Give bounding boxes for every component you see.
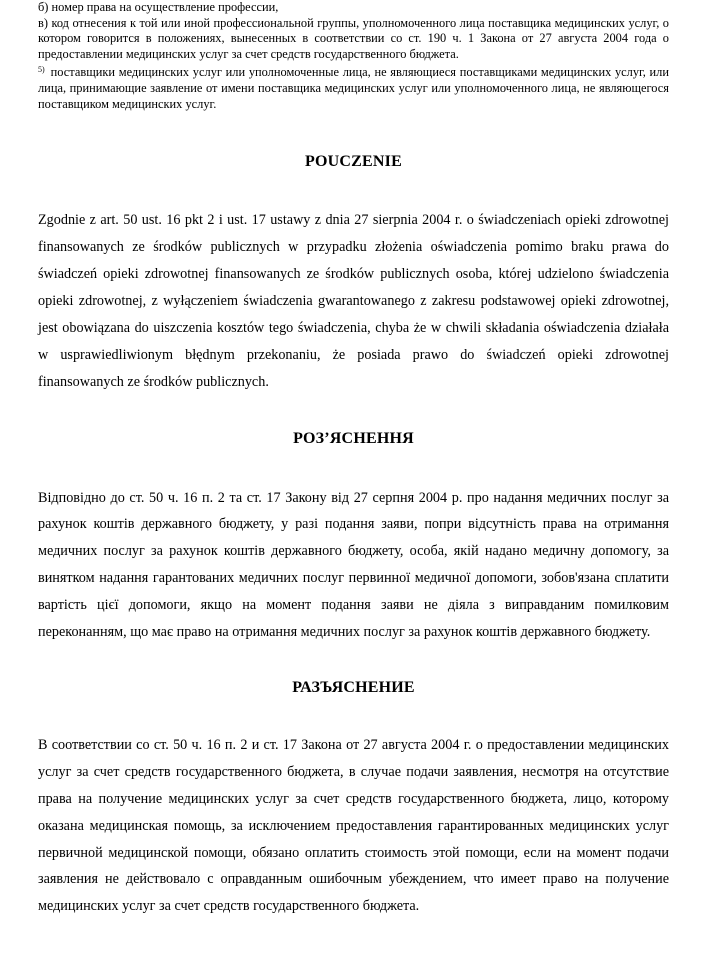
ukrainian-heading: РОЗ’ЯСНЕННЯ — [293, 429, 414, 447]
footnote-5-marker: 5) — [38, 65, 45, 75]
ukrainian-paragraph: Відповідно до ст. 50 ч. 16 п. 2 та ст. 17 Закону від 27 серпня 2004 р. про надання медичних послуг за рахунок коштів державного бюджету, у разі подання заяви, попри відсутність права на отримання медичних послуг за рахунок коштів державного бюджету, особа, якій надано медичну допомогу, за винятком надання гарантованих медичних послуг первинної медичної допомоги, зобов'язана сплатити вартість цієї допомоги, якщо на момент подання заяви не діяла з виправданим помилковим переконанням, що має право на отримання медичних послуг за рахунок коштів державного бюджету. — [38, 489, 669, 641]
footnote-line-v: в) код отнесения к той или иной профессиональной группы, уполномоченного лица поставщика медицинских услуг, о котором говорится в положениях, вынесенных в соответствии со ст. 190 ч. 1 Закона от 27 августа 2004 года о предоставлении медицинских услуг за счет средств государственного бюджета. — [38, 15, 669, 61]
russian-paragraph: В соответствии со ст. 50 ч. 16 п. 2 и ст. 17 Закона от 27 августа 2004 г. о предоставлении медицинских услуг за счет средств государственного бюджета, в случае подачи заявления, несмотря на отсутствие права на получение медицинских услуг за счет средств государственного бюджета, лицо, которому оказана медицинская помощь, за исключением предоставления гарантированных медицинских услуг первичной медицинской помощи, обязано оплатить стоимость этой помощи, если на момент подачи заявления не действовало с оправданным ошибочным убеждением, что имеет право на получение медицинских услуг за счет средств государственного бюджета. — [38, 736, 669, 915]
footnote-5 — [38, 65, 669, 112]
polish-paragraph: Zgodnie z art. 50 ust. 16 pkt 2 i ust. 17 ustawy z dnia 27 sierpnia 2004 r. o świadczeniach opieki zdrowotnej finansowanych ze środków publicznych w przypadku złożenia oświadczenia pomimo braku prawa do świadczeń opieki zdrowotnej finansowanych ze środków publicznych osoba, której udzielono świadczenia opieki zdrowotnej, z wyłączeniem świadczenia gwarantowanego z zakresu podstawowej opieki zdrowotnej, jest obowiązana do uiszczenia kosztów tego świadczenia, chyba że w chwili składania oświadczenia działała w usprawiedliwionym błędnym przekonaniu, że posiada prawo do świadczeń opieki zdrowotnej finansowanych ze środków publicznych. — [38, 212, 669, 390]
footnote-5-text: поставщики медицинских услуг или уполномоченные лица, не являющиеся поставщиками медицинских услуг, или лица, принимающие заявление от имени поставщика медицинских услуг или уполномоченного лица, не являющегося поставщиком медицинских услуг. — [38, 65, 669, 111]
footnotes-block — [38, 0, 669, 112]
russian-heading: РАЗЪЯСНЕНИЕ — [292, 678, 415, 696]
footnote-line-b: б) номер права на осуществление профессии, — [38, 0, 279, 14]
document-page — [38, 0, 669, 920]
polish-heading: POUCZENIE — [305, 153, 402, 171]
